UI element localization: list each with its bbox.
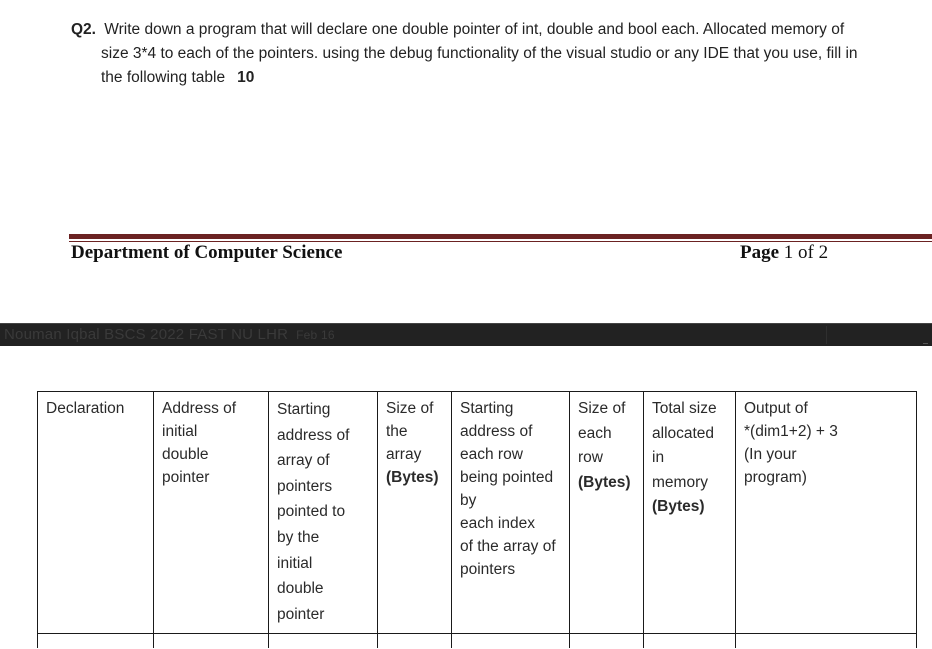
- band-mark: [923, 340, 928, 344]
- table-cell: [644, 634, 736, 649]
- question-line-3-wrap: [71, 66, 921, 90]
- table-cell: [570, 634, 644, 649]
- header-address-initial-pointer: Address of initial double pointer: [154, 392, 269, 634]
- header-total-size-unit: (Bytes): [652, 498, 705, 515]
- band-divider: [826, 326, 827, 344]
- header-array-size-unit: (Bytes): [386, 469, 439, 486]
- table-cell: [378, 634, 452, 649]
- table-cell: [269, 634, 378, 649]
- header-output: Output of *(dim1+2) + 3 (In your program): [736, 392, 917, 634]
- footer-rule-thick: [69, 234, 932, 239]
- table-cell: [736, 634, 917, 649]
- watermark-text: Nouman Iqbal BSCS 2022 FAST NU LHR: [4, 326, 289, 343]
- header-total-size: Total size allocated in memory (Bytes): [644, 392, 736, 634]
- table-cell: [38, 634, 154, 649]
- question-line-2: size 3*4 to each of the pointers. using the debug functionality of the visual studio or any IDE that you use, fill in: [101, 45, 858, 62]
- watermark: [4, 326, 335, 343]
- header-start-address-array: Starting address of array of pointers pointed to by the initial double pointer: [269, 392, 378, 634]
- header-row-size-unit: (Bytes): [578, 473, 631, 491]
- question-label: Q2.: [71, 21, 96, 38]
- question-line-3: the following table: [101, 69, 226, 86]
- table-header-row: [38, 392, 917, 634]
- table-cell: [452, 634, 570, 649]
- header-row-size: Size of each row (Bytes): [570, 392, 644, 634]
- page-number: [740, 242, 828, 264]
- question-marks: 10: [237, 69, 255, 86]
- page-break-band: [0, 323, 932, 346]
- header-start-address-rows: Starting address of each row being pointed by each index of the array of pointers: [452, 392, 570, 634]
- data-table: [37, 391, 917, 648]
- table-row: [38, 634, 917, 649]
- page-word: Page: [740, 242, 780, 263]
- question-line-1: Write down a program that will declare one double pointer of int, double and bool each. Allocated memory of: [104, 21, 845, 38]
- department-name: Department of Computer Science: [71, 242, 343, 263]
- watermark-date: Feb 16: [296, 328, 335, 342]
- page-total: of 2: [798, 242, 829, 263]
- page-current: 1: [783, 242, 794, 263]
- question-block: [71, 18, 921, 90]
- header-declaration: Declaration: [38, 392, 154, 634]
- header-array-size: Size of the array (Bytes): [378, 392, 452, 634]
- table-cell: [154, 634, 269, 649]
